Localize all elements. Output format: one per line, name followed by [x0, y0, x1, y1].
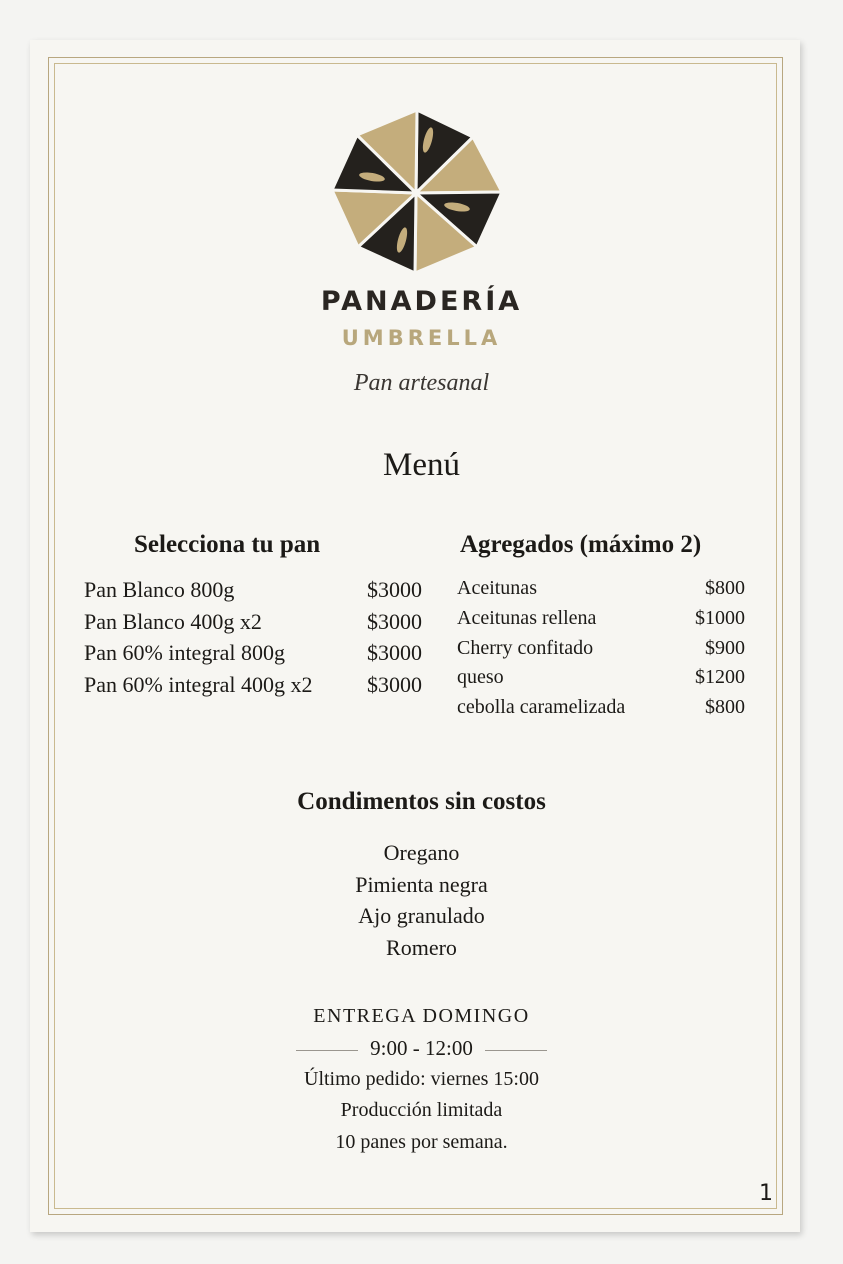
- delivery-hours: 9:00 - 12:00: [370, 1036, 473, 1060]
- item-name: queso: [457, 666, 504, 689]
- list-item: [84, 637, 422, 669]
- addons-list: [457, 574, 745, 723]
- list-item: Romero: [386, 934, 457, 960]
- brand-name: PANADERÍA: [320, 286, 523, 317]
- item-name: Aceitunas: [457, 577, 537, 599]
- brand-subname: UMBRELLA: [341, 326, 502, 350]
- umbrella-logo-icon: [326, 102, 506, 282]
- condiments-heading: Condimentos sin costos: [297, 788, 546, 815]
- item-name: Pan Blanco 400g x2: [84, 608, 262, 634]
- breads-heading: Selecciona tu pan: [134, 531, 321, 558]
- menu-title: Menú: [383, 447, 460, 483]
- item-price: $800: [705, 696, 745, 719]
- list-item: Pimienta negra: [355, 871, 488, 897]
- list-item: [457, 634, 745, 664]
- addons-heading: Agregados (máximo 2): [460, 531, 702, 558]
- breads-list: [84, 574, 422, 700]
- item-name: Pan 60% integral 400g x2: [84, 671, 313, 697]
- list-item: [457, 574, 745, 604]
- item-name: Cherry confitado: [457, 636, 594, 659]
- limited-production: Producción limitada: [340, 1099, 503, 1121]
- divider: [296, 1050, 358, 1051]
- weekly-limit: 10 panes por semana.: [335, 1131, 508, 1153]
- item-price: $800: [705, 577, 745, 599]
- item-name: Pan 60% integral 800g: [84, 640, 286, 665]
- item-name: cebolla caramelizada: [457, 696, 626, 719]
- list-item: Ajo granulado: [358, 903, 485, 928]
- list-item: [84, 669, 422, 701]
- item-name: Pan Blanco 800g: [84, 577, 235, 602]
- item-price: $3000: [367, 577, 422, 602]
- item-price: $3000: [367, 640, 422, 665]
- list-item: [84, 606, 422, 638]
- last-order: Último pedido: viernes 15:00: [304, 1068, 539, 1090]
- item-name: Aceitunas rellena: [457, 606, 597, 629]
- list-item: [457, 693, 745, 723]
- item-price: $3000: [367, 608, 422, 634]
- delivery-hours-row: [0, 1036, 843, 1061]
- page-number: 1: [759, 1181, 773, 1206]
- list-item: [457, 604, 745, 634]
- divider: [485, 1050, 547, 1051]
- item-price: $3000: [367, 671, 422, 697]
- item-price: $1000: [695, 606, 745, 629]
- list-item: [84, 574, 422, 606]
- condiments-list: [0, 837, 843, 963]
- list-item: Oregano: [383, 840, 460, 865]
- tagline: Pan artesanal: [353, 370, 490, 396]
- delivery-title: ENTREGA DOMINGO: [313, 1005, 530, 1027]
- item-price: $1200: [695, 666, 745, 689]
- list-item: [457, 663, 745, 693]
- item-price: $900: [705, 636, 745, 659]
